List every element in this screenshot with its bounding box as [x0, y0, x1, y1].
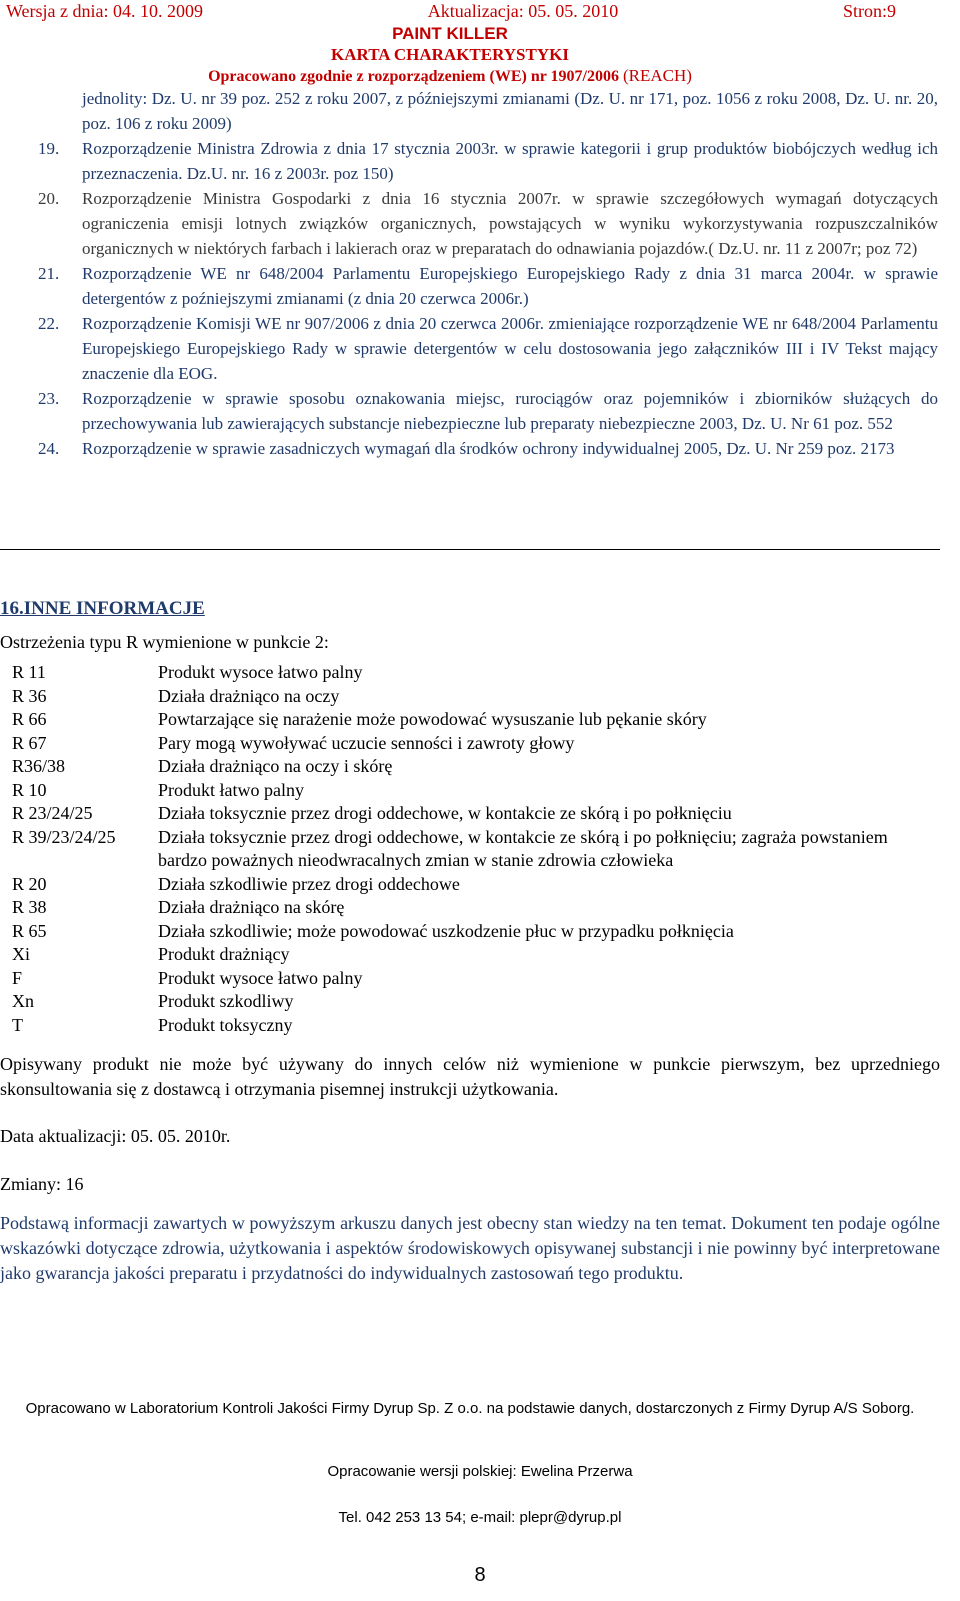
regulation-number: 19.: [38, 139, 60, 158]
regulation-item: [38, 261, 938, 311]
r-phrase-description: Działa drażniąco na oczy i skórę: [158, 756, 393, 776]
r-phrase-description: Działa szkodliwie przez drogi oddechowe: [158, 873, 460, 894]
update-date: Aktualizacja: 05. 05. 2010: [427, 1, 619, 22]
r-phrases-intro: Ostrzeżenia typu R wymienione w punkcie 2:: [0, 632, 329, 652]
r-phrase-row: [12, 708, 932, 732]
update-date-note: Data aktualizacji: 05. 05. 2010r.: [0, 1126, 231, 1146]
r-phrase-code: R 67: [12, 732, 47, 753]
r-phrase-description: Działa drażniąco na oczy: [158, 685, 340, 706]
regulation-basis: [0, 64, 900, 89]
regulation-number: 21.: [38, 264, 60, 283]
r-phrase-row: [12, 920, 932, 944]
product-name: PAINT KILLER: [392, 24, 508, 43]
page-count: Stron:9: [842, 1, 896, 22]
r-phrase-description: Produkt szkodliwy: [158, 991, 294, 1011]
regulation-text: Rozporządzenie WE nr 648/2004 Parlamentu Europejskiego Europejskiego Rady z dnia 31 marca 2004r. w sprawie detergentów z poźniejszymi zmianami (z dnia 20 czerwca 2006r.): [82, 264, 938, 308]
section-divider: [0, 549, 940, 550]
r-phrase-row: [12, 755, 932, 779]
r-phrase-code: R 23/24/25: [12, 803, 93, 823]
section-title: 16.INNE INFORMACJE: [0, 598, 205, 619]
r-phrase-code: R 38: [12, 897, 47, 917]
r-phrase-description: Produkt drażniący: [158, 944, 290, 964]
r-phrase-description: Produkt łatwo palny: [158, 779, 304, 800]
regulation-item: [38, 186, 938, 261]
r-phrase-row: [12, 685, 932, 709]
regulation-text: Rozporządzenie Ministra Gospodarki z dnia 16 stycznia 2007r. w sprawie szczegółowych wymagań dotyczących ograniczenia emisji lotnych związków organicznych, powstających w wyniku wykorzystywania rozpuszczalników organicznych w niektórych farbach i lakierach oraz w preparatach do odnawiania pojazdów.( Dz.U. nr. 11 z 2007r; poz 72): [82, 189, 938, 258]
regulation-basis-text: Opracowano zgodnie z rozporządzeniem (WE) nr 1907/2006: [208, 68, 619, 85]
regulation-number: 24.: [38, 439, 60, 458]
regulations-list: [38, 86, 938, 461]
r-phrase-row: [12, 967, 932, 991]
regulation-item: [56, 86, 938, 136]
regulation-text: Rozporządzenie Komisji WE nr 907/2006 z dnia 20 czerwca 2006r. zmieniające rozporządzenie WE nr 648/2004 Parlamentu Europejskiego Europejskiego Rady w sprawie detergentów w celu dostosowania jego załączników III i IV Tekst mający znaczenie dla EOG.: [82, 314, 938, 383]
r-phrase-description: Produkt wysoce łatwo palny: [158, 967, 363, 988]
r-phrase-code: R 11: [12, 662, 46, 682]
r-phrase-description: Pary mogą wywoływać uczucie senności i zawroty głowy: [158, 732, 575, 753]
regulation-text: Rozporządzenie Ministra Zdrowia z dnia 17 stycznia 2003r. w sprawie kategorii i grup produktów biobójczych według ich przeznaczenia. Dz.U. nr. 16 z 2003r. poz 150): [82, 139, 938, 183]
r-phrase-row: [12, 732, 932, 756]
r-phrase-code: R 10: [12, 779, 47, 800]
regulation-text: jednolity: Dz. U. nr 39 poz. 252 z roku 2007, z późniejszymi zmianami (Dz. U. nr 171, poz. 1056 z roku 2008, Dz. U. nr. 20, poz. 106 z roku 2009): [82, 89, 938, 133]
r-phrase-row: [12, 990, 932, 1014]
regulation-number: 20.: [38, 189, 60, 208]
r-phrase-row: [12, 873, 932, 897]
r-phrase-code: Xi: [12, 944, 30, 964]
header-meta-line: [0, 0, 896, 24]
r-phrase-description: Działa drażniąco na skórę: [158, 897, 345, 917]
usage-note: Opisywany produkt nie może być używany do innych celów niż wymienione w punkcie pierwszym, bez uprzedniego skonsultowania się z dostawcą i otrzymania pisemnej instrukcji użytkowania.: [0, 1054, 940, 1099]
r-phrase-code: R 20: [12, 873, 47, 894]
r-phrase-description: Produkt toksyczny: [158, 1014, 293, 1035]
r-phrase-row: [12, 943, 932, 967]
regulation-number: 22.: [38, 314, 60, 333]
r-phrase-description: Działa szkodliwie; może powodować uszkodzenie płuc w przypadku połknięcia: [158, 920, 734, 941]
regulation-item: [38, 311, 938, 386]
version-date: Wersja z dnia: 04. 10. 2009: [6, 1, 204, 22]
r-phrase-row: [12, 896, 932, 920]
r-phrase-code: R 39/23/24/25: [12, 826, 116, 847]
reach-label: (REACH): [622, 66, 692, 85]
regulation-number: 23.: [38, 389, 60, 408]
r-phrase-row: [12, 1014, 932, 1038]
r-phrase-code: R 36: [12, 685, 47, 706]
r-phrase-description: Działa toksycznie przez drogi oddechowe, w kontakcie ze skórą i po połknięciu; zagraża powstaniem bardzo poważnych nieodwracalnych zmian w stanie zdrowia człowieka: [158, 826, 888, 870]
r-phrase-row: [12, 779, 932, 803]
footer-translator: Opracowanie wersji polskiej: Ewelina Przerwa: [327, 1463, 633, 1480]
r-phrase-code: R 65: [12, 920, 47, 941]
document-title: KARTA CHARAKTERYSTYKI: [331, 45, 569, 64]
r-phrase-description: Działa toksycznie przez drogi oddechowe, w kontakcie ze skórą i po połknięciu: [158, 803, 732, 823]
regulation-item: [38, 436, 938, 461]
r-phrase-row: [12, 826, 932, 873]
regulation-item: [38, 136, 938, 186]
r-phrase-code: Xn: [12, 991, 34, 1011]
r-phrase-description: Produkt wysoce łatwo palny: [158, 662, 363, 682]
footer-lab: Opracowano w Laboratorium Kontroli Jakości Firmy Dyrup Sp. Z o.o. na podstawie danych, dostarczonych z Firmy Dyrup A/S Soborg.: [25, 1400, 915, 1417]
footer-contact: Tel. 042 253 13 54; e-mail: plepr@dyrup.pl: [338, 1509, 622, 1526]
changes-note: Zmiany: 16: [0, 1174, 84, 1194]
r-phrase-code: F: [12, 967, 23, 988]
r-phrase-code: R36/38: [12, 756, 66, 776]
regulation-text: Rozporządzenie w sprawie sposobu oznakowania miejsc, rurociągów oraz pojemników i zbiorników służących do przechowywania lub zawierających substancje niebezpieczne lub preparaty niebezpieczne 2003, Dz. U. Nr 61 poz. 552: [82, 389, 938, 433]
regulation-text: Rozporządzenie w sprawie zasadniczych wymagań dla środków ochrony indywidualnej 2005, Dz. U. Nr 259 poz. 2173: [82, 439, 895, 458]
r-phrase-code: R 66: [12, 709, 47, 729]
r-phrase-code: T: [12, 1014, 23, 1035]
r-phrases-table: [12, 661, 932, 1037]
page-number: 8: [474, 1564, 486, 1586]
disclaimer: Podstawą informacji zawartych w powyższym arkuszu danych jest obecny stan wiedzy na ten temat. Dokument ten podaje ogólne wskazówki dotyczące zdrowia, użytkowania i aspektów środowiskowych opisywanej substancji i nie powinny być interpretowane jako gwarancja jakości preparatu i przydatności do indywidualnych zastosowań tego produktu.: [0, 1213, 940, 1283]
r-phrase-description: Powtarzające się narażenie może powodować wysuszanie lub pękanie skóry: [158, 709, 707, 729]
r-phrase-row: [12, 802, 932, 826]
regulation-item: [38, 386, 938, 436]
r-phrase-row: [12, 661, 932, 685]
